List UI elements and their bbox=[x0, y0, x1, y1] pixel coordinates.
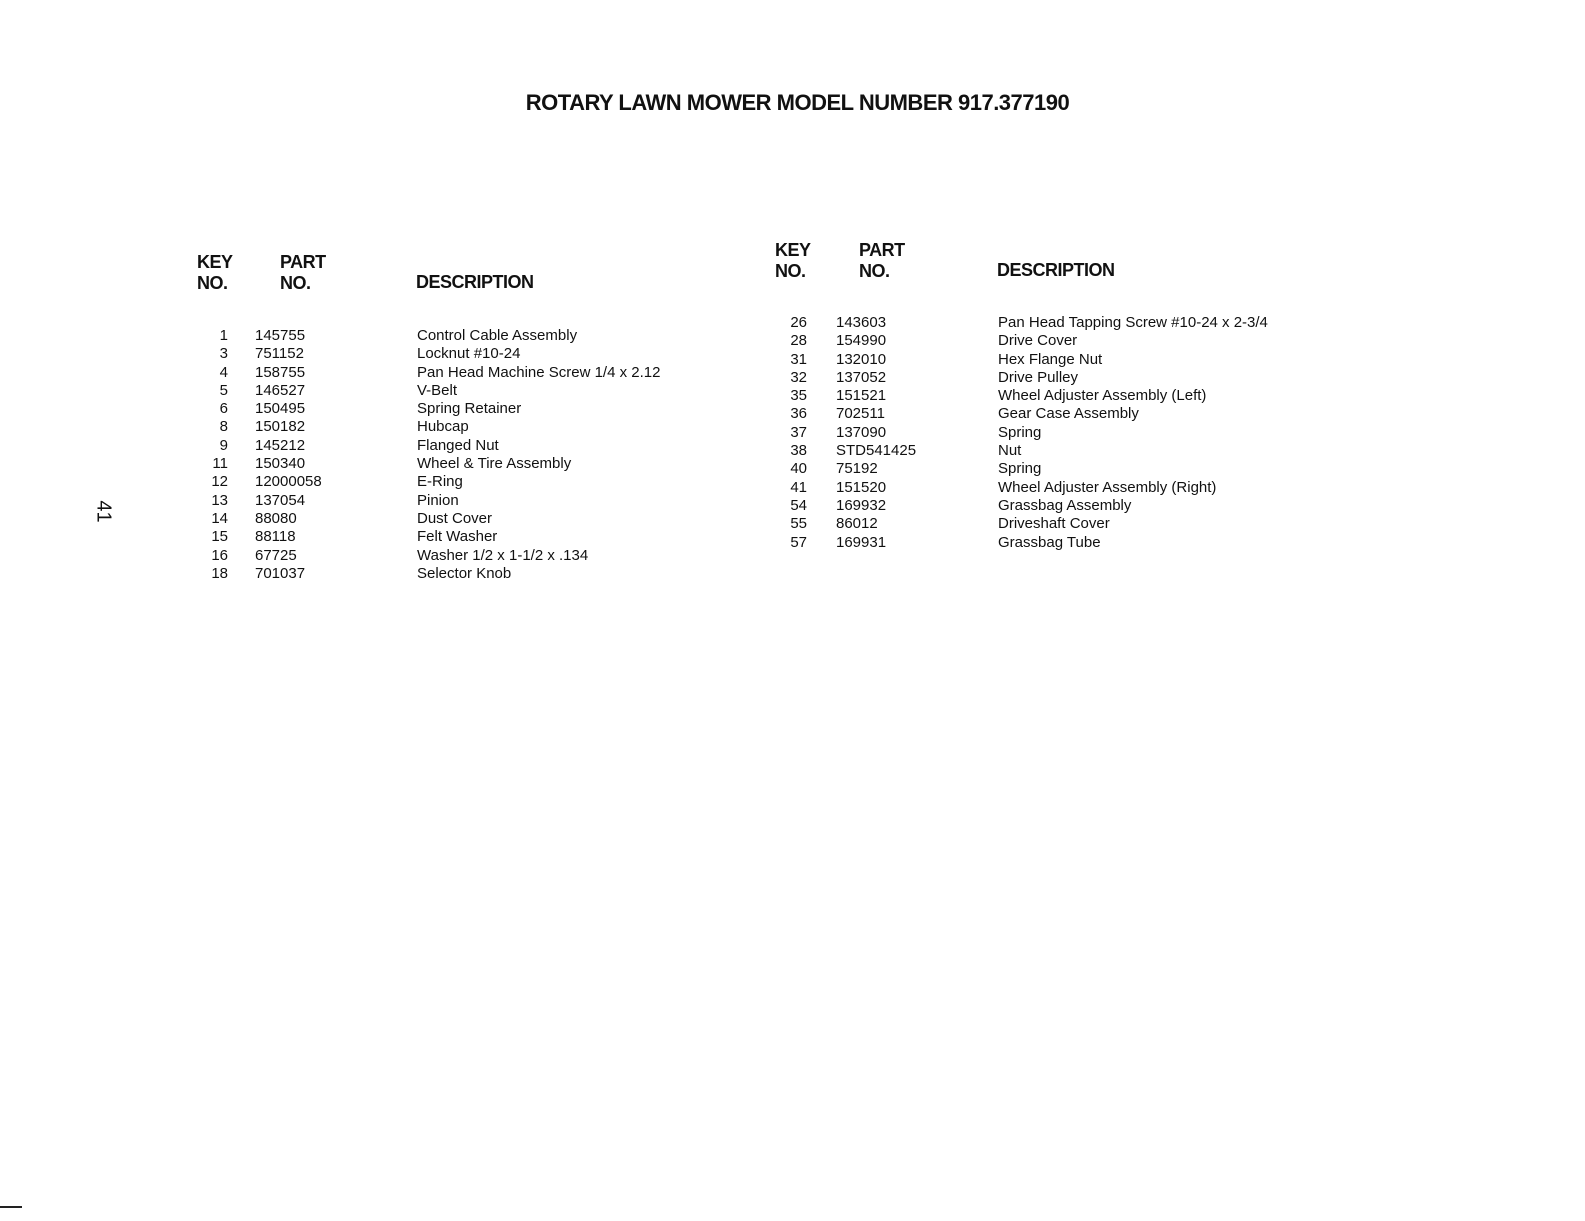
part-number: 86012 bbox=[836, 515, 878, 533]
part-header-line1: PART bbox=[859, 240, 905, 260]
key-number: 13 bbox=[211, 491, 228, 509]
parts-list-right bbox=[0, 314, 1400, 552]
part-number: 67725 bbox=[255, 546, 297, 564]
part-number: 150495 bbox=[255, 400, 306, 418]
part-description: Wheel Adjuster Assembly (Right) bbox=[998, 478, 1217, 496]
part-number: 150340 bbox=[255, 455, 306, 473]
part-number: 145212 bbox=[255, 436, 306, 454]
table-row bbox=[0, 460, 1400, 478]
description-header: DESCRIPTION bbox=[997, 260, 1115, 280]
page-title: ROTARY LAWN MOWER MODEL NUMBER 917.377190 bbox=[525, 90, 1070, 115]
scan-edge-mark bbox=[0, 1206, 22, 1208]
table-row bbox=[0, 369, 1400, 387]
part-number: 75192 bbox=[836, 460, 878, 478]
part-number: 143603 bbox=[836, 314, 887, 331]
key-number: 36 bbox=[790, 405, 807, 423]
key-number: 6 bbox=[219, 400, 228, 418]
part-number: 169932 bbox=[836, 496, 887, 514]
part-description: Felt Washer bbox=[417, 528, 498, 546]
part-header-line2: NO. bbox=[859, 261, 890, 281]
key-header-line2: NO. bbox=[775, 261, 806, 281]
table-row bbox=[0, 314, 1400, 332]
part-number: 137052 bbox=[836, 368, 887, 386]
key-number: 8 bbox=[219, 418, 228, 436]
part-no-header bbox=[280, 252, 326, 294]
part-number: 151521 bbox=[836, 387, 887, 405]
part-description: Dust Cover bbox=[417, 509, 493, 527]
part-description: Hubcap bbox=[417, 418, 469, 436]
key-header-line2: NO. bbox=[197, 273, 228, 293]
key-number: 38 bbox=[790, 442, 807, 460]
part-description: Washer 1/2 x 1-1/2 x .134 bbox=[417, 546, 589, 564]
part-description: Hex Flange Nut bbox=[998, 350, 1103, 368]
table-row bbox=[0, 442, 1400, 460]
part-description: Locknut #10-24 bbox=[417, 345, 521, 363]
part-number: 154990 bbox=[836, 332, 887, 350]
key-number: 31 bbox=[790, 350, 807, 368]
part-description: Wheel Adjuster Assembly (Left) bbox=[998, 387, 1207, 405]
part-description: Pinion bbox=[417, 491, 459, 509]
table-row bbox=[0, 332, 1400, 350]
part-description: V-Belt bbox=[417, 381, 458, 399]
part-description: Spring Retainer bbox=[417, 400, 522, 418]
key-number: 18 bbox=[211, 564, 228, 582]
key-number: 16 bbox=[211, 546, 228, 564]
part-number: 145755 bbox=[255, 327, 306, 344]
part-number: 151520 bbox=[836, 478, 887, 496]
part-description: Drive Pulley bbox=[998, 368, 1079, 386]
key-number: 54 bbox=[790, 496, 807, 514]
key-no-header bbox=[197, 252, 233, 294]
part-description: Flanged Nut bbox=[417, 436, 499, 454]
key-number: 26 bbox=[790, 314, 807, 331]
key-no-header bbox=[775, 240, 811, 282]
key-number: 35 bbox=[790, 387, 807, 405]
key-number: 15 bbox=[211, 528, 228, 546]
key-number: 4 bbox=[219, 363, 228, 381]
table-row bbox=[0, 497, 1400, 515]
table-row bbox=[0, 565, 760, 583]
description-header: DESCRIPTION bbox=[416, 272, 534, 292]
part-description: Wheel & Tire Assembly bbox=[417, 455, 572, 473]
part-description: Drive Cover bbox=[998, 332, 1078, 350]
part-number: 88118 bbox=[255, 528, 296, 546]
key-number: 40 bbox=[790, 460, 807, 478]
key-number: 12 bbox=[211, 473, 228, 491]
part-header-line2: NO. bbox=[280, 273, 311, 293]
part-description: Driveshaft Cover bbox=[998, 515, 1110, 533]
key-number: 3 bbox=[219, 345, 228, 363]
key-number: 5 bbox=[219, 381, 228, 399]
table-row bbox=[0, 515, 1400, 533]
page-number: 41 bbox=[92, 500, 115, 523]
part-description: Grassbag Assembly bbox=[998, 496, 1132, 514]
part-number: 158755 bbox=[255, 363, 306, 381]
part-no-header bbox=[859, 240, 905, 282]
part-number: 751152 bbox=[255, 345, 304, 363]
key-number: 9 bbox=[219, 436, 228, 454]
part-description: E-Ring bbox=[417, 473, 463, 491]
key-number: 57 bbox=[790, 533, 807, 551]
part-number: 137054 bbox=[255, 491, 306, 509]
part-description: Grassbag Tube bbox=[998, 533, 1101, 551]
key-header-line1: KEY bbox=[197, 252, 233, 272]
part-number: 12000058 bbox=[255, 473, 322, 491]
key-number: 41 bbox=[790, 478, 807, 496]
part-description: Nut bbox=[998, 442, 1022, 460]
part-number: 137090 bbox=[836, 423, 887, 441]
key-number: 1 bbox=[219, 327, 228, 344]
table-row bbox=[0, 387, 1400, 405]
table-row bbox=[0, 405, 1400, 423]
key-number: 28 bbox=[790, 332, 807, 350]
part-number: 88080 bbox=[255, 509, 297, 527]
part-number: STD541425 bbox=[836, 442, 917, 460]
part-number: 132010 bbox=[836, 350, 887, 368]
part-number: 150182 bbox=[255, 418, 306, 436]
key-number: 55 bbox=[790, 515, 807, 533]
key-number: 37 bbox=[790, 423, 807, 441]
key-number: 14 bbox=[211, 509, 228, 527]
part-description: Control Cable Assembly bbox=[417, 327, 578, 344]
table-row bbox=[0, 534, 1400, 552]
part-description: Gear Case Assembly bbox=[998, 405, 1139, 423]
part-description: Spring bbox=[998, 460, 1042, 478]
part-number: 702511 bbox=[836, 405, 885, 423]
table-row bbox=[0, 424, 1400, 442]
part-description: Pan Head Tapping Screw #10-24 x 2-3/4 bbox=[998, 314, 1268, 331]
part-description: Selector Knob bbox=[417, 564, 512, 582]
table-row bbox=[0, 479, 1400, 497]
part-number: 701037 bbox=[255, 564, 306, 582]
part-number: 146527 bbox=[255, 381, 306, 399]
part-number: 169931 bbox=[836, 533, 887, 551]
part-description: Pan Head Machine Screw 1/4 x 2.12 bbox=[417, 363, 661, 381]
key-number: 32 bbox=[790, 368, 807, 386]
part-header-line1: PART bbox=[280, 252, 326, 272]
table-row bbox=[0, 351, 1400, 369]
key-header-line1: KEY bbox=[775, 240, 811, 260]
key-number: 11 bbox=[212, 455, 228, 473]
part-description: Spring bbox=[998, 423, 1042, 441]
